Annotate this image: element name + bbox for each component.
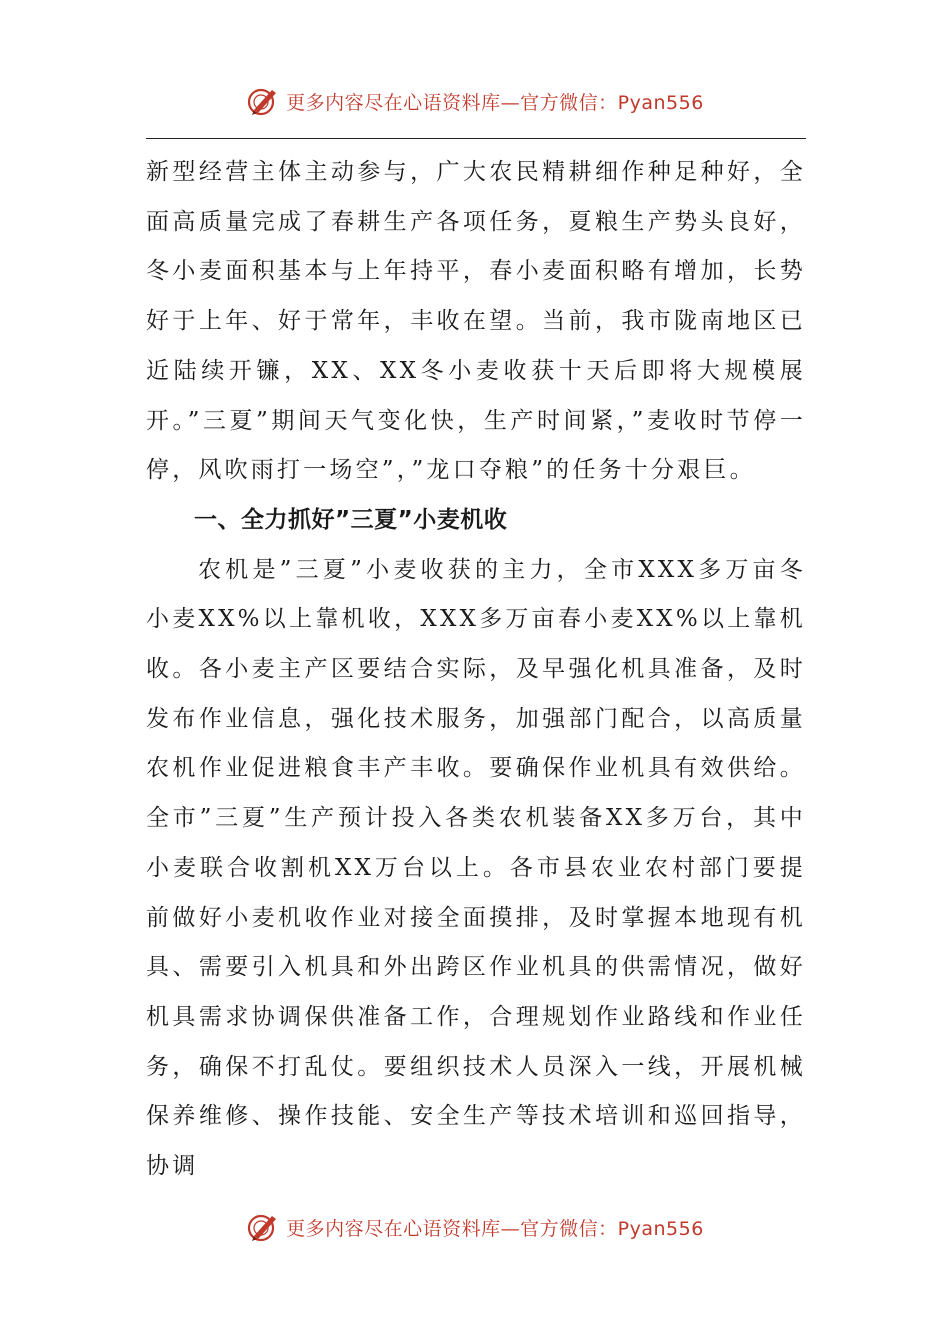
pen-logo-icon [246, 1210, 280, 1244]
header-divider [146, 138, 806, 139]
watermark-text: 更多内容尽在心语资料库—官方微信：Pyan556 [286, 91, 704, 114]
paragraph-1: 新型经营主体主动参与，广大农民精耕细作种足种好，全面高质量完成了春耕生产各项任务，夏粮生产势头良好，冬小麦面积基本与上年持平，春小麦面积略有增加，长势好于上年、好于常年，丰收在望。当前，我市陇南地区已近陆续开镰，XX、XX冬小麦收获十天后即将大规模展开。”三夏”期间天气变化快，生产时间紧，”麦收时节停一停，风吹雨打一场空”，”龙口夺粮”的任务十分艰巨。 [146, 159, 806, 484]
wechat-id: Pyan556 [617, 91, 704, 114]
wechat-id: Pyan556 [617, 1217, 704, 1240]
section-heading-1: 一、全力抓好”三夏”小麦机收 [194, 506, 508, 533]
paragraph-2: 农机是”三夏”小麦收获的主力，全市XXX多万亩冬小麦XX%以上靠机收，XXX多万亩春小麦XX%以上靠机收。各小麦主产区要结合实际，及早强化机具准备，及时发布作业信息，强化技术服务，加强部门配合，以高质量农机作业促进粮食丰产丰收。要确保作业机具有效供给。全市”三夏”生产预计投入各类农机装备XX多万台，其中小麦联合收割机XX万台以上。各市县农业农村部门要提前做好小麦机收作业对接全面摸排，及时掌握本地现有机具、需要引入机具和外出跨区作业机具的供需情况，做好机具需求协调保供准备工作，合理规划作业路线和作业任务，确保不打乱仗。要组织技术人员深入一线，开展机械保养维修、操作技能、安全生产等技术培训和巡回指导，协调 [146, 556, 806, 1180]
document-body [146, 148, 806, 1192]
footer-watermark [0, 1210, 950, 1244]
pen-logo-icon [246, 84, 280, 118]
header-watermark [0, 84, 950, 118]
watermark-text: 更多内容尽在心语资料库—官方微信：Pyan556 [286, 1217, 704, 1240]
